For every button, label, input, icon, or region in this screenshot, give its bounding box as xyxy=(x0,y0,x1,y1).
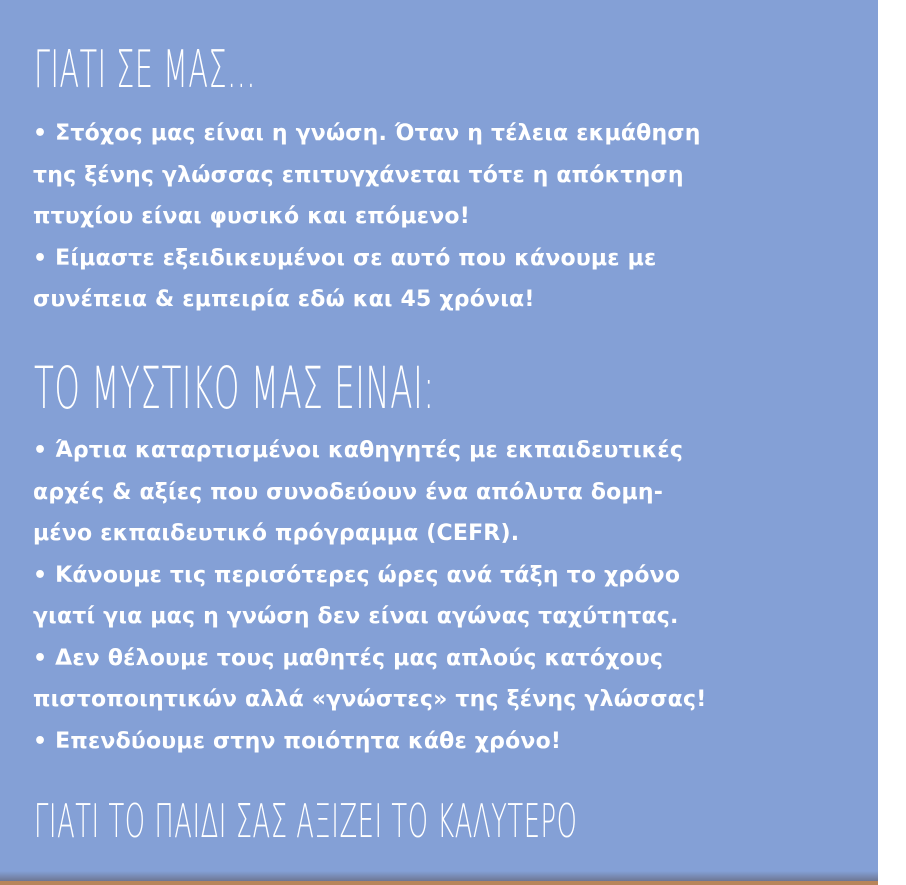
section-heading-child-deserves-best: ΓΙΑΤΙ ΤΟ ΠΑΙΔΙ ΣΑΣ ΑΞΙΖΕΙ ΤΟ ΚΑΛΥΤΕΡΟ xyxy=(34,794,578,848)
why-us-text-block xyxy=(33,113,863,321)
section-heading-why-us: ΓΙΑΤΙ ΣΕ ΜΑΣ... xyxy=(34,40,257,100)
text-line: • Δεν θέλουμε τους μαθητές μας απλούς κατόχους xyxy=(33,645,664,671)
text-line: • Κάνουμε τις περισότερες ώρες ανά τάξη το χρόνο xyxy=(33,562,681,588)
bottom-accent-line xyxy=(0,881,878,885)
text-line: αρχές & αξίες που συνοδεύουν ένα απόλυτα δομη- xyxy=(33,479,664,505)
text-line: • Άρτια καταρτισμένοι καθηγητές με εκπαιδευτικές xyxy=(33,438,684,463)
text-line: μένο εκπαιδευτικό πρόγραμμα (CEFR). xyxy=(33,521,520,546)
our-secret-text-block xyxy=(33,430,863,762)
text-line: πτυχίου είναι φυσικό και επόμενο! xyxy=(33,204,470,229)
text-line: γιατί για μας η γνώση δεν είναι αγώνας ταχύτητας. xyxy=(33,604,679,629)
text-line: πιστοποιητικών αλλά «γνώστες» της ξένης γλώσσας! xyxy=(33,687,707,712)
text-line: • Στόχος μας είναι η γνώση. Όταν η τέλεια εκμάθηση xyxy=(33,121,701,146)
text-line: • Επενδύουμε στην ποιότητα κάθε χρόνο! xyxy=(33,728,562,754)
text-line: της ξένης γλώσσας επιτυγχάνεται τότε η απόκτηση xyxy=(33,162,684,188)
text-line: • Είμαστε εξειδικευμένοι σε αυτό που κάνουμε με xyxy=(33,245,657,271)
text-line: συνέπεια & εμπειρία εδώ και 45 χρόνια! xyxy=(33,287,535,312)
section-heading-our-secret: ΤΟ ΜΥΣΤΙΚΟ ΜΑΣ ΕΙΝΑΙ: xyxy=(34,354,435,422)
